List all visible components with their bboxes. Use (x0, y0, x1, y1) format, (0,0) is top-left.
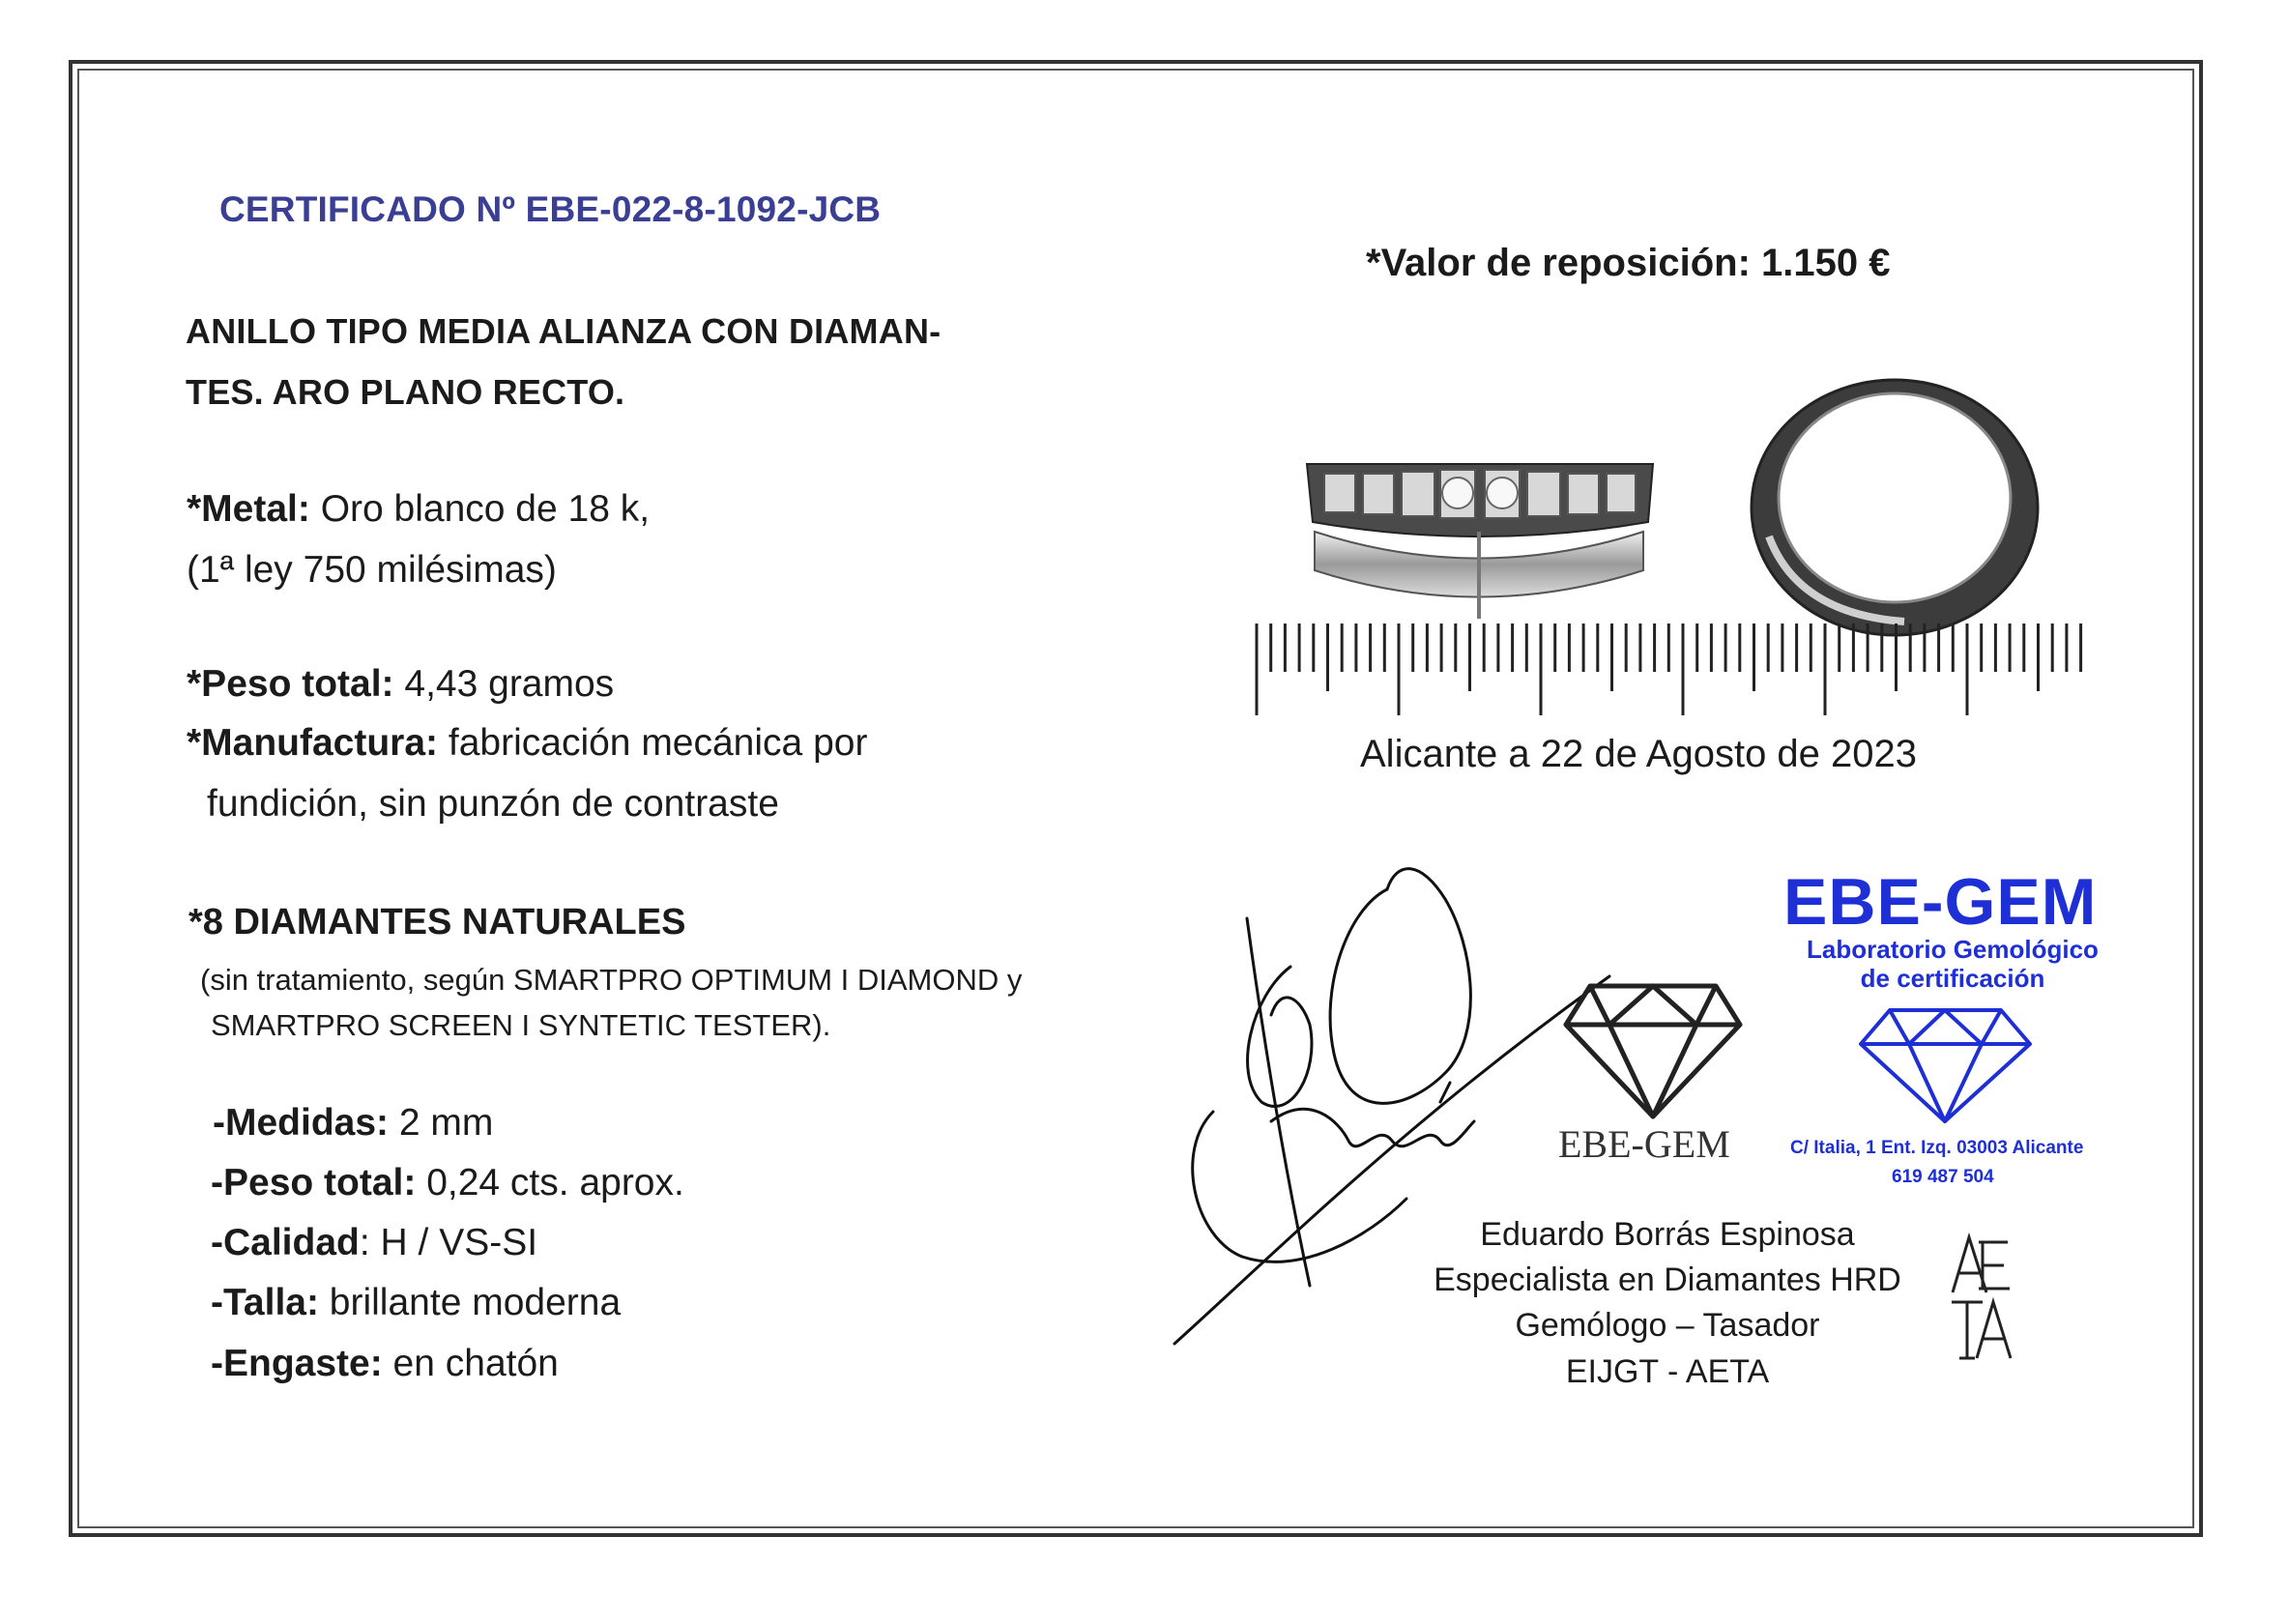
spec-value: en chatón (382, 1343, 559, 1384)
certificate-number: CERTIFICADO Nº EBE-022-8-1092-JCB (219, 189, 882, 229)
lab-stamp-subtitle1: Laboratorio Gemológico (1807, 935, 2099, 964)
metal-line (187, 488, 650, 531)
spec-quality (211, 1222, 537, 1264)
manufacture-line (187, 722, 867, 765)
spec-label: -Talla: (211, 1282, 319, 1323)
total-weight-label: *Peso total: (187, 663, 394, 705)
lab-stamp-subtitle2: de certificación (1860, 964, 2045, 993)
lab-stamp-address: C/ Italia, 1 Ent. Izq. 03003 Alicante (1790, 1138, 2084, 1158)
spec-value: : H / VS-SI (359, 1222, 538, 1263)
manufacture-line2: fundición, sin punzón de contraste (207, 783, 779, 825)
spec-label: -Medidas: (213, 1102, 390, 1144)
item-title-line1: ANILLO TIPO MEDIA ALIANZA CON DIAMAN- (186, 311, 942, 351)
signatory-name: Eduardo Borrás Espinosa (1480, 1216, 1855, 1253)
spec-weight (211, 1162, 684, 1204)
manufacture-label: *Manufactura: (187, 722, 439, 764)
spec-value: 2 mm (389, 1102, 494, 1144)
spec-cut (211, 1282, 621, 1324)
metal-label: *Metal: (187, 488, 310, 530)
replacement-value: *Valor de reposición: 1.150 € (1366, 242, 1891, 284)
lab-stamp-diamond-icon (1856, 1005, 2035, 1126)
diamonds-note-line2: SMARTPRO SCREEN I SYNTETIC TESTER). (211, 1008, 831, 1042)
lab-stamp-phone: 619 487 504 (1892, 1167, 1994, 1187)
total-weight-value: 4,43 gramos (393, 663, 615, 705)
ring-side-photo (1295, 425, 1663, 628)
manufacture-value: fabricación mecánica por (438, 722, 868, 764)
spec-value: 0,24 cts. aprox. (416, 1162, 684, 1204)
spec-label: -Engaste: (211, 1343, 383, 1384)
diamonds-note-line1: (sin tratamiento, según SMARTPRO OPTIMUM I DIAMOND y (200, 963, 1023, 997)
signatory-affiliation: EIJGT - AETA (1565, 1353, 1770, 1390)
issue-place-date: Alicante a 22 de Agosto de 2023 (1360, 733, 1918, 775)
signatory-role2: Gemólogo – Tasador (1515, 1307, 1820, 1344)
spec-label: -Peso total: (211, 1162, 417, 1204)
total-weight-line (187, 663, 614, 706)
item-title-line2: TES. ARO PLANO RECTO. (186, 372, 625, 412)
spec-setting (211, 1343, 559, 1385)
diamond-logo-icon (1561, 981, 1745, 1121)
ebe-gem-logo-text: EBE-GEM (1558, 1122, 1730, 1166)
signatory-role1: Especialista en Diamantes HRD (1434, 1262, 1901, 1298)
aeta-logo-icon (1948, 1232, 2015, 1363)
spec-value: brillante moderna (318, 1282, 622, 1323)
diamonds-title: *8 DIAMANTES NATURALES (188, 902, 686, 942)
lab-stamp-title: EBE-GEM (1783, 865, 2098, 939)
measurement-ruler (1252, 619, 2093, 725)
spec-measures (213, 1102, 493, 1145)
ring-front-photo (1740, 372, 2049, 643)
spec-label: -Calidad (211, 1222, 360, 1263)
metal-value: Oro blanco de 18 k, (309, 488, 651, 530)
metal-line2: (1ª ley 750 milésimas) (187, 549, 557, 591)
